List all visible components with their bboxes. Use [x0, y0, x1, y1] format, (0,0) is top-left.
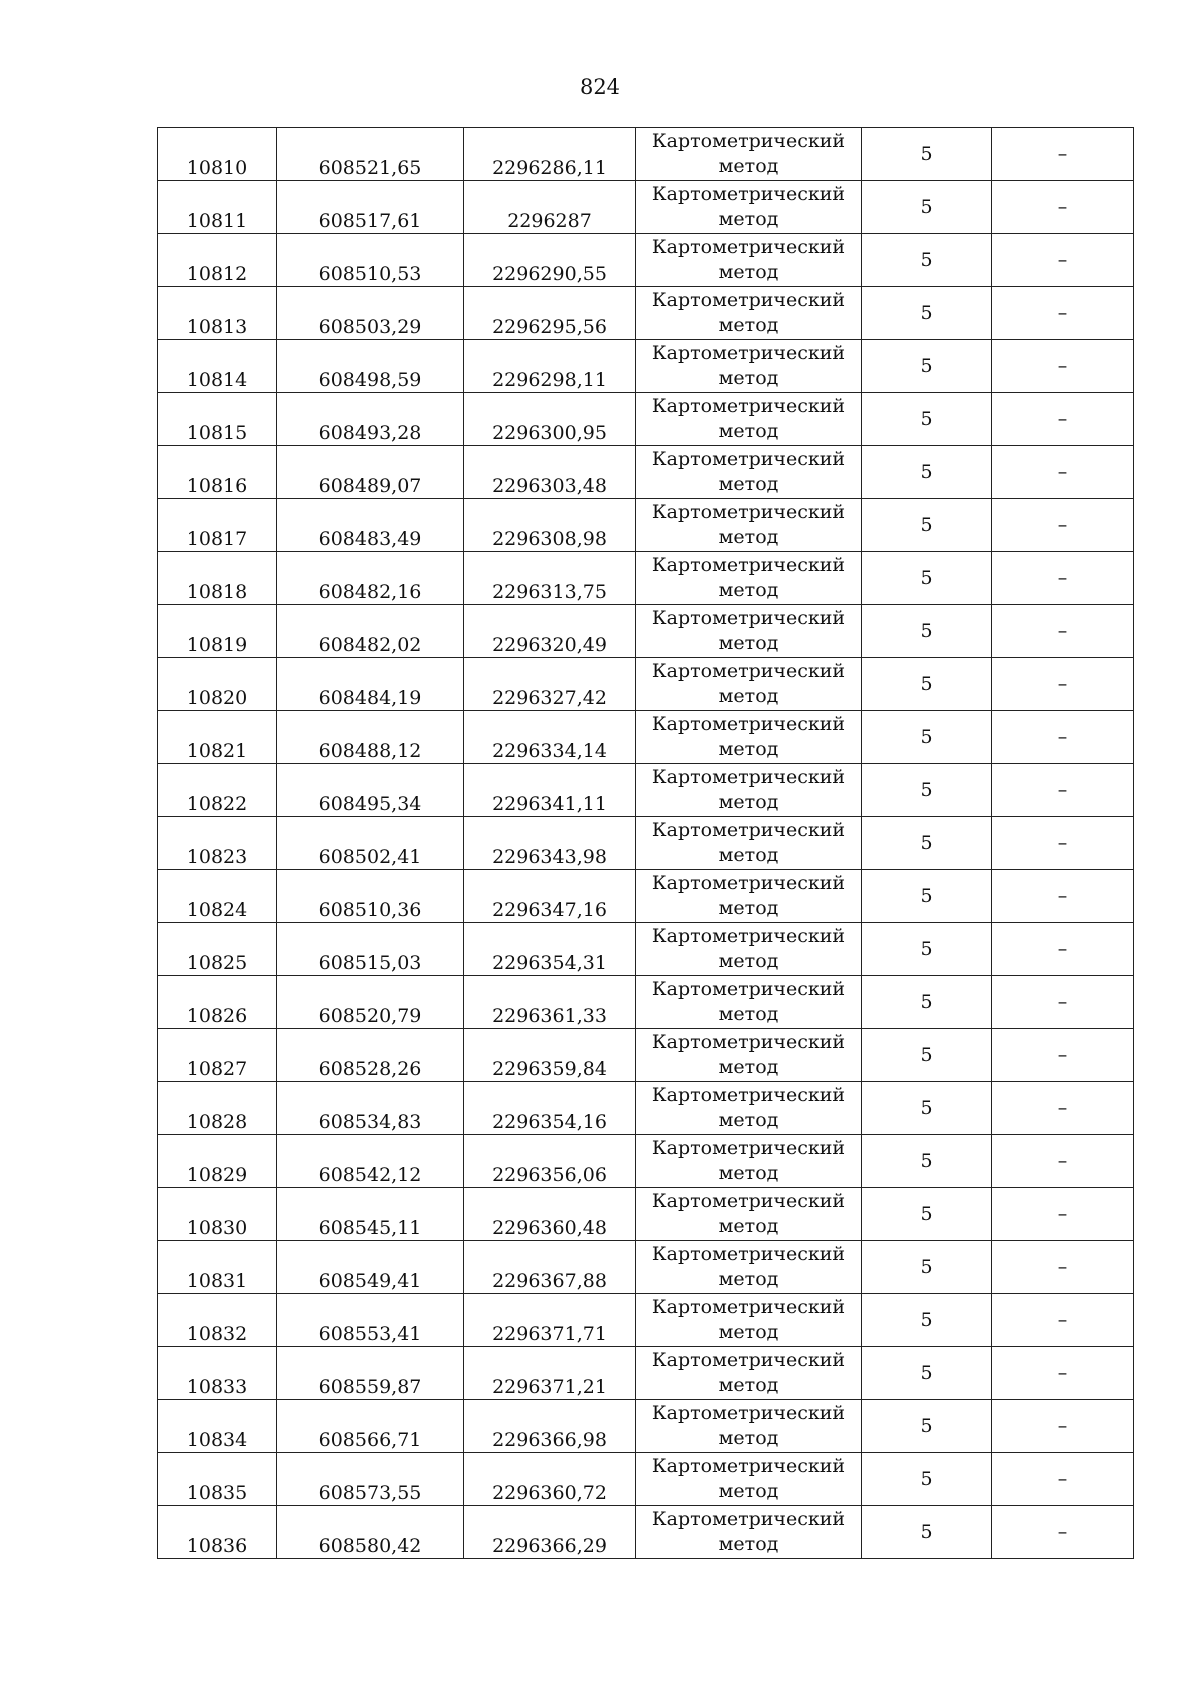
table-row: [158, 1082, 1134, 1135]
point-number-cell: 10828: [158, 1082, 277, 1135]
method-line-2: метод: [718, 420, 779, 442]
method-line-2: метод: [718, 526, 779, 548]
method-cell: [636, 817, 862, 870]
method-cell: [636, 287, 862, 340]
point-number-cell: 10820: [158, 658, 277, 711]
x-coordinate-cell: 608528,26: [277, 1029, 464, 1082]
y-coordinate-cell: 2296356,06: [464, 1135, 636, 1188]
y-coordinate-cell: 2296347,16: [464, 870, 636, 923]
table-row: [158, 764, 1134, 817]
table-row: [158, 287, 1134, 340]
accuracy-cell: 5: [862, 1453, 992, 1506]
note-cell: –: [992, 976, 1134, 1029]
point-number-cell: 10832: [158, 1294, 277, 1347]
x-coordinate-cell: 608559,87: [277, 1347, 464, 1400]
method-line-2: метод: [718, 632, 779, 654]
method-line-1: Картометрический: [651, 713, 846, 735]
method-cell: [636, 923, 862, 976]
y-coordinate-cell: 2296303,48: [464, 446, 636, 499]
y-coordinate-cell: 2296295,56: [464, 287, 636, 340]
point-number-cell: 10821: [158, 711, 277, 764]
method-cell: [636, 764, 862, 817]
x-coordinate-cell: 608566,71: [277, 1400, 464, 1453]
method-cell: [636, 711, 862, 764]
method-line-1: Картометрический: [651, 660, 846, 682]
table-row: [158, 605, 1134, 658]
method-cell: [636, 446, 862, 499]
table-row: [158, 711, 1134, 764]
note-cell: –: [992, 711, 1134, 764]
note-cell: –: [992, 128, 1134, 181]
y-coordinate-cell: 2296361,33: [464, 976, 636, 1029]
accuracy-cell: 5: [862, 605, 992, 658]
method-line-1: Картометрический: [651, 236, 846, 258]
table-row: [158, 234, 1134, 287]
note-cell: –: [992, 605, 1134, 658]
accuracy-cell: 5: [862, 499, 992, 552]
method-line-2: метод: [718, 579, 779, 601]
method-cell: [636, 1241, 862, 1294]
x-coordinate-cell: 608495,34: [277, 764, 464, 817]
accuracy-cell: 5: [862, 976, 992, 1029]
method-cell: [636, 181, 862, 234]
method-cell: [636, 234, 862, 287]
accuracy-cell: 5: [862, 870, 992, 923]
method-line-2: метод: [718, 1268, 779, 1290]
note-cell: –: [992, 658, 1134, 711]
y-coordinate-cell: 2296300,95: [464, 393, 636, 446]
point-number-cell: 10812: [158, 234, 277, 287]
y-coordinate-cell: 2296308,98: [464, 499, 636, 552]
point-number-cell: 10836: [158, 1506, 277, 1559]
point-number-cell: 10810: [158, 128, 277, 181]
y-coordinate-cell: 2296366,29: [464, 1506, 636, 1559]
note-cell: –: [992, 870, 1134, 923]
method-cell: [636, 1506, 862, 1559]
method-line-2: метод: [718, 1480, 779, 1502]
method-line-2: метод: [718, 685, 779, 707]
method-cell: [636, 128, 862, 181]
note-cell: –: [992, 287, 1134, 340]
table-row: [158, 1506, 1134, 1559]
point-number-cell: 10835: [158, 1453, 277, 1506]
note-cell: –: [992, 1453, 1134, 1506]
method-line-2: метод: [718, 473, 779, 495]
accuracy-cell: 5: [862, 287, 992, 340]
note-cell: –: [992, 1029, 1134, 1082]
method-line-1: Картометрический: [651, 978, 846, 1000]
method-cell: [636, 870, 862, 923]
accuracy-cell: 5: [862, 923, 992, 976]
method-cell: [636, 658, 862, 711]
method-line-2: метод: [718, 1003, 779, 1025]
y-coordinate-cell: 2296367,88: [464, 1241, 636, 1294]
x-coordinate-cell: 608545,11: [277, 1188, 464, 1241]
y-coordinate-cell: 2296334,14: [464, 711, 636, 764]
accuracy-cell: 5: [862, 552, 992, 605]
table-row: [158, 1241, 1134, 1294]
point-number-cell: 10827: [158, 1029, 277, 1082]
accuracy-cell: 5: [862, 340, 992, 393]
x-coordinate-cell: 608515,03: [277, 923, 464, 976]
accuracy-cell: 5: [862, 1241, 992, 1294]
method-cell: [636, 605, 862, 658]
point-number-cell: 10826: [158, 976, 277, 1029]
table-row: [158, 976, 1134, 1029]
point-number-cell: 10823: [158, 817, 277, 870]
point-number-cell: 10831: [158, 1241, 277, 1294]
method-line-2: метод: [718, 844, 779, 866]
accuracy-cell: 5: [862, 1082, 992, 1135]
method-cell: [636, 976, 862, 1029]
table-row: [158, 1347, 1134, 1400]
method-line-2: метод: [718, 1533, 779, 1555]
method-line-1: Картометрический: [651, 1137, 846, 1159]
y-coordinate-cell: 2296360,48: [464, 1188, 636, 1241]
table-body: [158, 128, 1134, 1559]
x-coordinate-cell: 608488,12: [277, 711, 464, 764]
point-number-cell: 10822: [158, 764, 277, 817]
x-coordinate-cell: 608503,29: [277, 287, 464, 340]
method-line-1: Картометрический: [651, 183, 846, 205]
method-line-1: Картометрический: [651, 1349, 846, 1371]
method-line-2: метод: [718, 1215, 779, 1237]
method-cell: [636, 340, 862, 393]
accuracy-cell: 5: [862, 128, 992, 181]
method-line-1: Картометрический: [651, 1508, 846, 1530]
point-number-cell: 10829: [158, 1135, 277, 1188]
y-coordinate-cell: 2296360,72: [464, 1453, 636, 1506]
point-number-cell: 10825: [158, 923, 277, 976]
method-line-2: метод: [718, 791, 779, 813]
x-coordinate-cell: 608484,19: [277, 658, 464, 711]
x-coordinate-cell: 608489,07: [277, 446, 464, 499]
note-cell: –: [992, 1135, 1134, 1188]
note-cell: –: [992, 340, 1134, 393]
note-cell: –: [992, 499, 1134, 552]
point-number-cell: 10824: [158, 870, 277, 923]
table-row: [158, 1453, 1134, 1506]
point-number-cell: 10811: [158, 181, 277, 234]
table-row: [158, 552, 1134, 605]
y-coordinate-cell: 2296343,98: [464, 817, 636, 870]
method-line-1: Картометрический: [651, 395, 846, 417]
table-row: [158, 658, 1134, 711]
method-line-2: метод: [718, 208, 779, 230]
method-cell: [636, 1188, 862, 1241]
point-number-cell: 10817: [158, 499, 277, 552]
y-coordinate-cell: 2296327,42: [464, 658, 636, 711]
y-coordinate-cell: 2296354,31: [464, 923, 636, 976]
accuracy-cell: 5: [862, 1294, 992, 1347]
x-coordinate-cell: 608510,36: [277, 870, 464, 923]
note-cell: –: [992, 181, 1134, 234]
method-line-2: метод: [718, 1374, 779, 1396]
method-cell: [636, 499, 862, 552]
method-cell: [636, 1400, 862, 1453]
accuracy-cell: 5: [862, 1135, 992, 1188]
note-cell: –: [992, 1241, 1134, 1294]
note-cell: –: [992, 817, 1134, 870]
method-line-1: Картометрический: [651, 1084, 846, 1106]
method-cell: [636, 1135, 862, 1188]
method-line-2: метод: [718, 950, 779, 972]
y-coordinate-cell: 2296320,49: [464, 605, 636, 658]
accuracy-cell: 5: [862, 711, 992, 764]
method-line-1: Картометрический: [651, 342, 846, 364]
point-number-cell: 10814: [158, 340, 277, 393]
point-number-cell: 10818: [158, 552, 277, 605]
table-row: [158, 1029, 1134, 1082]
table-row: [158, 870, 1134, 923]
table-row: [158, 1135, 1134, 1188]
y-coordinate-cell: 2296286,11: [464, 128, 636, 181]
x-coordinate-cell: 608520,79: [277, 976, 464, 1029]
y-coordinate-cell: 2296341,11: [464, 764, 636, 817]
method-line-2: метод: [718, 314, 779, 336]
note-cell: –: [992, 393, 1134, 446]
accuracy-cell: 5: [862, 1029, 992, 1082]
x-coordinate-cell: 608549,41: [277, 1241, 464, 1294]
method-line-1: Картометрический: [651, 1190, 846, 1212]
method-line-2: метод: [718, 738, 779, 760]
method-cell: [636, 1347, 862, 1400]
y-coordinate-cell: 2296287: [464, 181, 636, 234]
method-line-1: Картометрический: [651, 448, 846, 470]
method-line-2: метод: [718, 1109, 779, 1131]
accuracy-cell: 5: [862, 1506, 992, 1559]
table-row: [158, 923, 1134, 976]
method-line-1: Картометрический: [651, 819, 846, 841]
point-number-cell: 10813: [158, 287, 277, 340]
method-line-1: Картометрический: [651, 1031, 846, 1053]
note-cell: –: [992, 923, 1134, 976]
accuracy-cell: 5: [862, 764, 992, 817]
point-number-cell: 10815: [158, 393, 277, 446]
x-coordinate-cell: 608573,55: [277, 1453, 464, 1506]
method-line-1: Картометрический: [651, 289, 846, 311]
point-number-cell: 10819: [158, 605, 277, 658]
accuracy-cell: 5: [862, 234, 992, 287]
page-number: 824: [579, 75, 621, 99]
method-line-2: метод: [718, 1162, 779, 1184]
table-row: [158, 1294, 1134, 1347]
accuracy-cell: 5: [862, 1400, 992, 1453]
method-line-1: Картометрический: [651, 554, 846, 576]
accuracy-cell: 5: [862, 817, 992, 870]
method-line-1: Картометрический: [651, 872, 846, 894]
table-row: [158, 1188, 1134, 1241]
method-line-2: метод: [718, 155, 779, 177]
method-cell: [636, 552, 862, 605]
y-coordinate-cell: 2296354,16: [464, 1082, 636, 1135]
table-row: [158, 128, 1134, 181]
y-coordinate-cell: 2296366,98: [464, 1400, 636, 1453]
x-coordinate-cell: 608510,53: [277, 234, 464, 287]
y-coordinate-cell: 2296359,84: [464, 1029, 636, 1082]
x-coordinate-cell: 608580,42: [277, 1506, 464, 1559]
accuracy-cell: 5: [862, 393, 992, 446]
table-row: [158, 340, 1134, 393]
note-cell: –: [992, 764, 1134, 817]
note-cell: –: [992, 1294, 1134, 1347]
note-cell: –: [992, 1506, 1134, 1559]
x-coordinate-cell: 608553,41: [277, 1294, 464, 1347]
method-line-1: Картометрический: [651, 925, 846, 947]
method-line-1: Картометрический: [651, 1243, 846, 1265]
method-line-1: Картометрический: [651, 130, 846, 152]
accuracy-cell: 5: [862, 1188, 992, 1241]
accuracy-cell: 5: [862, 658, 992, 711]
method-cell: [636, 1082, 862, 1135]
note-cell: –: [992, 1188, 1134, 1241]
note-cell: –: [992, 446, 1134, 499]
method-line-2: метод: [718, 1427, 779, 1449]
method-line-1: Картометрический: [651, 607, 846, 629]
accuracy-cell: 5: [862, 181, 992, 234]
note-cell: –: [992, 234, 1134, 287]
table-row: [158, 499, 1134, 552]
table-row: [158, 393, 1134, 446]
x-coordinate-cell: 608521,65: [277, 128, 464, 181]
accuracy-cell: 5: [862, 1347, 992, 1400]
note-cell: –: [992, 552, 1134, 605]
x-coordinate-cell: 608517,61: [277, 181, 464, 234]
x-coordinate-cell: 608534,83: [277, 1082, 464, 1135]
x-coordinate-cell: 608502,41: [277, 817, 464, 870]
note-cell: –: [992, 1400, 1134, 1453]
method-line-1: Картометрический: [651, 1296, 846, 1318]
method-line-1: Картометрический: [651, 766, 846, 788]
method-line-2: метод: [718, 1056, 779, 1078]
note-cell: –: [992, 1347, 1134, 1400]
x-coordinate-cell: 608482,16: [277, 552, 464, 605]
table-row: [158, 1400, 1134, 1453]
method-cell: [636, 1029, 862, 1082]
y-coordinate-cell: 2296290,55: [464, 234, 636, 287]
method-line-2: метод: [718, 1321, 779, 1343]
point-number-cell: 10816: [158, 446, 277, 499]
x-coordinate-cell: 608493,28: [277, 393, 464, 446]
accuracy-cell: 5: [862, 446, 992, 499]
y-coordinate-cell: 2296371,21: [464, 1347, 636, 1400]
method-line-2: метод: [718, 367, 779, 389]
table-row: [158, 181, 1134, 234]
coordinates-table: [157, 127, 1134, 1559]
table-row: [158, 817, 1134, 870]
method-cell: [636, 1294, 862, 1347]
point-number-cell: 10833: [158, 1347, 277, 1400]
y-coordinate-cell: 2296313,75: [464, 552, 636, 605]
point-number-cell: 10834: [158, 1400, 277, 1453]
x-coordinate-cell: 608542,12: [277, 1135, 464, 1188]
method-line-1: Картометрический: [651, 1402, 846, 1424]
method-line-2: метод: [718, 897, 779, 919]
note-cell: –: [992, 1082, 1134, 1135]
method-line-2: метод: [718, 261, 779, 283]
y-coordinate-cell: 2296371,71: [464, 1294, 636, 1347]
method-cell: [636, 393, 862, 446]
x-coordinate-cell: 608483,49: [277, 499, 464, 552]
x-coordinate-cell: 608498,59: [277, 340, 464, 393]
table-row: [158, 446, 1134, 499]
point-number-cell: 10830: [158, 1188, 277, 1241]
y-coordinate-cell: 2296298,11: [464, 340, 636, 393]
method-line-1: Картометрический: [651, 501, 846, 523]
method-cell: [636, 1453, 862, 1506]
x-coordinate-cell: 608482,02: [277, 605, 464, 658]
method-line-1: Картометрический: [651, 1455, 846, 1477]
